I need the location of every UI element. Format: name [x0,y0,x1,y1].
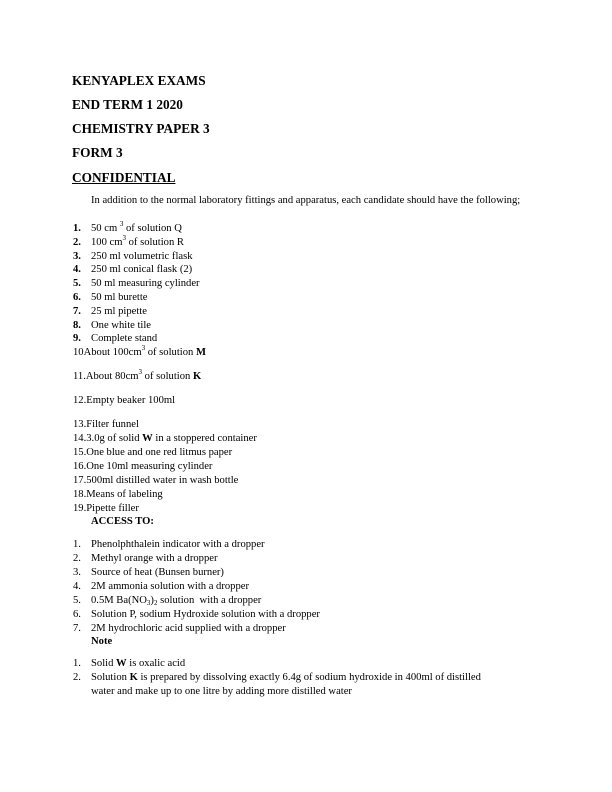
access-list [73,538,320,636]
confidential-title: CONFIDENTIAL [72,170,176,185]
list-item: 3. 250 ml volumetric flask [73,250,193,262]
list-item-19: 19.Pipette filler [73,503,139,514]
list-item-12: 12.Empty beaker 100ml [73,395,176,406]
list-item: 5. 50 ml measuring cylinder [73,278,200,290]
list-item-14: 14.3.0g of solid W in a stoppered container [73,433,257,444]
list-item: 5. 0.5M $Ba(NO_3)_2$ solution with a dropper [73,595,262,607]
list-item-17: 17.500ml distilled water in wash bottle [73,475,239,486]
list-item: 1. 50 cm $^3$ of solution Q [73,220,182,234]
exam-subject: CHEMISTRY PAPER 3 [72,121,210,136]
list-item: 3. Source of heat (Bunsen burner) [73,567,224,578]
intro-paragraph: In addition to the normal laboratory fittings and apparatus, each candidate should have the following; [91,195,521,206]
list-item: 6. 50 ml burette [73,291,148,303]
list-item: 1. Phenolphthalein indicator with a dropper [73,539,265,550]
list-item: 2. Methyl orange with a dropper [73,553,218,564]
list-item: 1. Solid W is oxalic acid [73,658,186,669]
list-item: 2. 100 $cm^3$ of solution R [73,233,184,248]
list-item-16: 16.One 10ml measuring cylinder [73,461,213,472]
list-item-13: 13.Filter funnel [73,419,139,430]
list-item: 4. 2M ammonia solution with a dropper [73,581,250,592]
list-item: 7. 25 ml pipette [73,305,147,317]
list-item: 7. 2M hydrochloric acid supplied with a dropper [73,623,286,634]
exam-form: FORM 3 [72,145,123,160]
notes-list [73,657,481,699]
list-item-15: 15.One blue and one red litmus paper [73,447,233,458]
list-item: 2. Solution K is prepared by dissolving exactly 6.4g of sodium hydroxide in 400ml of distilled [73,672,481,683]
list-item-continuation: water and make up to one litre by adding more distilled water [91,686,352,697]
list-item-11: 11.About $80cm^3$ of solution K [73,368,202,382]
list-item: 4. 250 ml conical flask (2) [73,264,193,276]
list-item: 9. Complete stand [73,333,158,345]
exam-provider: KENYAPLEX EXAMS [72,73,206,88]
note-heading: Note [91,636,113,647]
exam-term: END TERM 1 2020 [72,97,183,112]
access-heading: ACCESS TO: [91,516,154,527]
list-item: 8. One white tile [73,319,152,331]
list-item-10: 10About $100cm^3$ of solution M [73,344,206,358]
apparatus-list [73,222,200,346]
list-item-18: 18.Means of labeling [73,489,163,500]
list-item: 6. Solution P, sodium Hydroxide solution with a dropper [73,609,320,620]
